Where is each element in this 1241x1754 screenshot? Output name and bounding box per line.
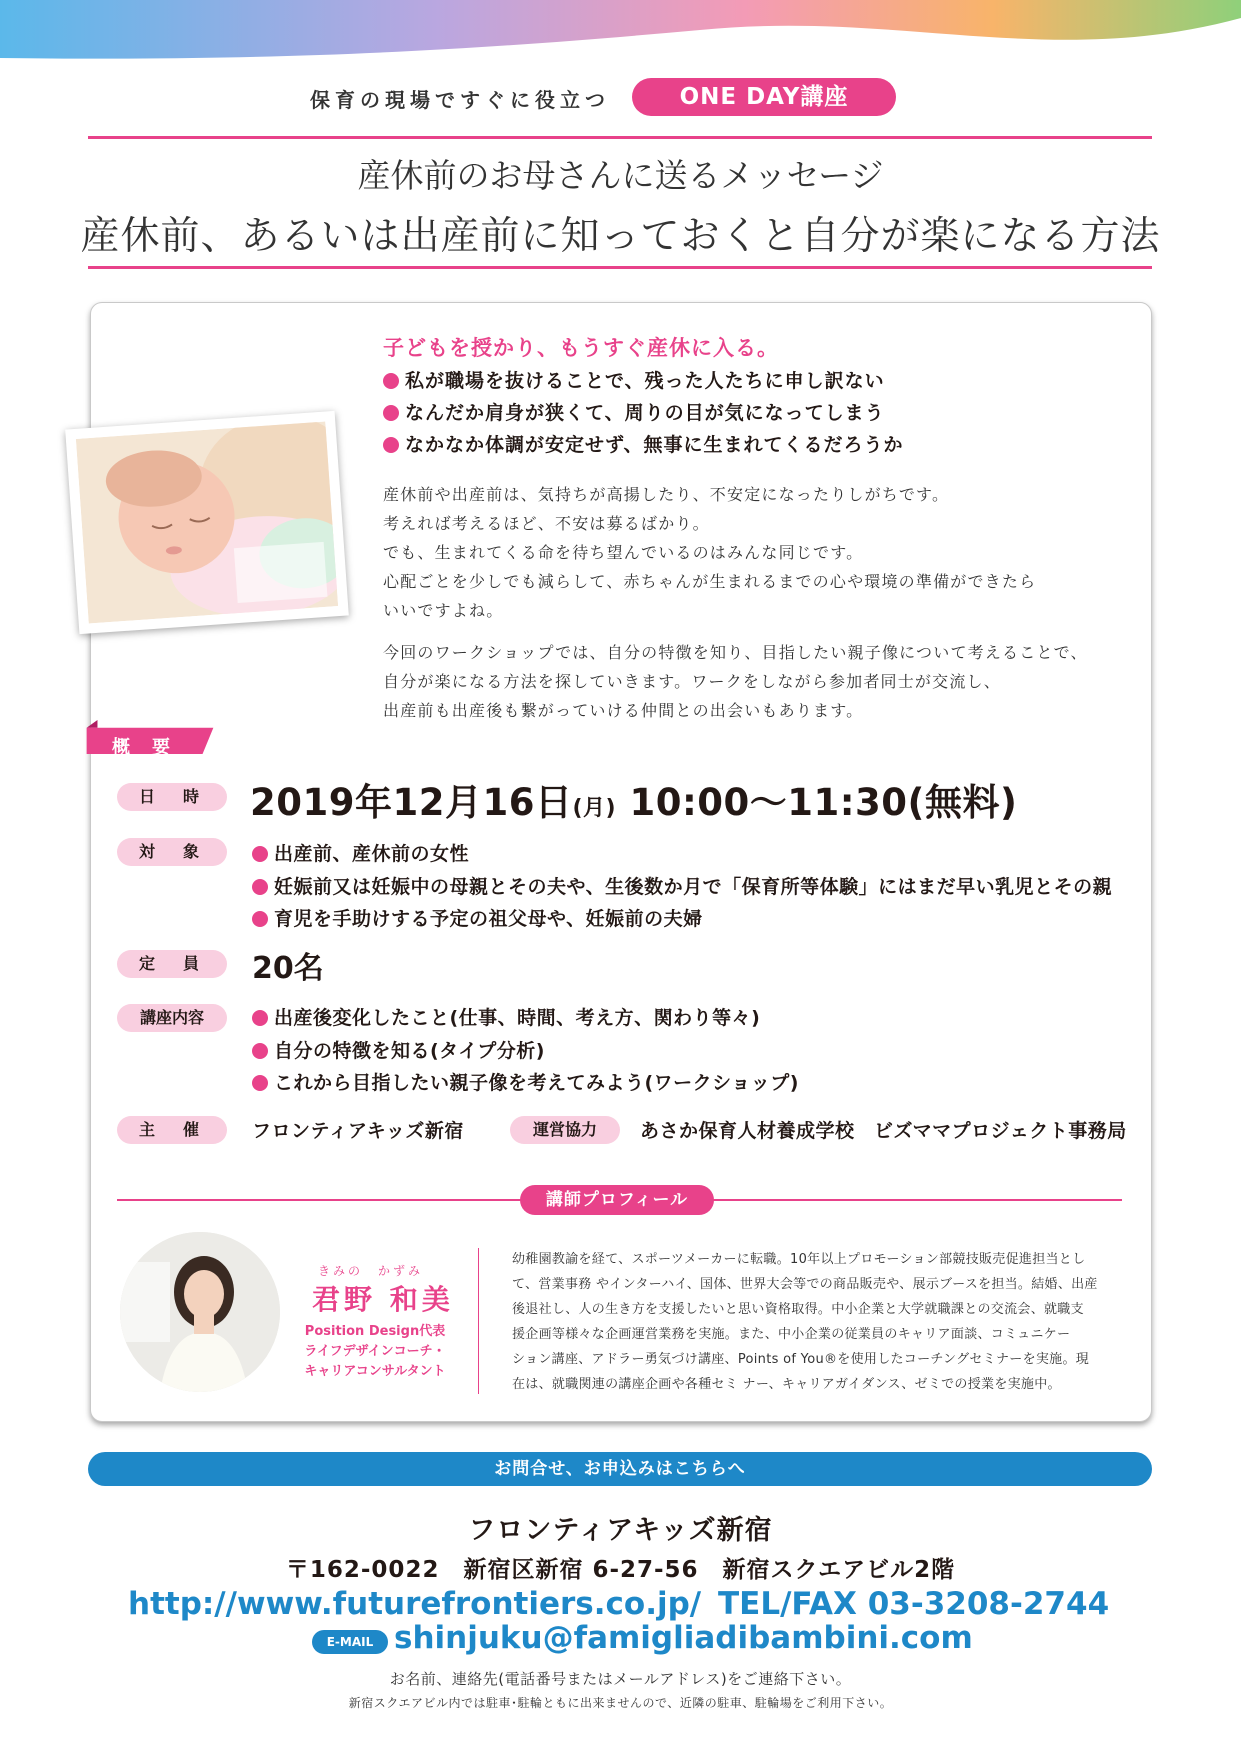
content-label: 講座内容 — [117, 1004, 227, 1032]
intro-text-line: でも、生まれてくる命を待ち望んでいるのはみんな同じです。 — [383, 543, 864, 562]
overview-section-label: 概 要 — [112, 737, 172, 758]
header-wave-decoration — [0, 0, 1241, 80]
bio-line: 在は、就職関連の講座企画や各種セミ ナー、キャリアガイダンス、ゼミでの授業を実施中。 — [512, 1377, 1061, 1392]
header-tagline: 保育の現場ですぐに役立つ — [310, 88, 610, 112]
instructor-portrait — [120, 1232, 280, 1392]
target-item: 妊娠前又は妊娠中の母親とその夫や、生後数か月で「保育所等体験」にはまだ早い乳児とその親 — [252, 872, 1112, 899]
contact-note: お名前、連絡先(電話番号またはメールアドレス)をご連絡下さい。 — [389, 1670, 852, 1688]
instructor-name: 君野 和美 — [312, 1283, 454, 1316]
instructor-title: ライフデザインコーチ・ — [304, 1344, 446, 1359]
bullet-icon — [383, 405, 399, 421]
baby-photo-frame — [65, 411, 349, 634]
bullet-icon — [252, 1010, 268, 1026]
bullet-icon — [383, 373, 399, 389]
target-item: 育児を手助けする予定の祖父母や、妊娠前の夫婦 — [252, 904, 703, 931]
content-item: これから目指したい親子像を考えてみよう(ワークショップ) — [252, 1068, 799, 1095]
page-title: 産休前、あるいは出産前に知っておくと自分が楽になる方法 — [80, 214, 1161, 259]
target-item: 出産前、産休前の女性 — [252, 839, 469, 866]
intro-text-line: 産休前や出産前は、気持ちが高揚したり、不安定になったりしがちです。 — [383, 485, 950, 504]
bio-line: ション講座、アドラー勇気づけ講座、Points of You®を使用したコーチングセミナーを実施。現 — [512, 1352, 1090, 1367]
instructor-title: Position Design代表 — [304, 1324, 446, 1339]
concern-item: 私が職場を抜けることで、残った人たちに申し訳ない — [383, 366, 885, 393]
contact-address: 〒162-0022 新宿区新宿 6-27-56 新宿スクエアビル2階 — [285, 1557, 956, 1583]
intro-text-line: 出産前も出産後も繋がっていける仲間との出会いもあります。 — [383, 701, 864, 720]
bullet-icon — [383, 437, 399, 453]
instructor-title: キャリアコンサルタント — [304, 1364, 446, 1379]
coop-label: 運営協力 — [510, 1116, 620, 1144]
parking-note: 新宿スクエアビル内では駐車･駐輪ともに出来ませんので、近隣の駐車、駐輪場をご利用下さい。 — [348, 1696, 893, 1710]
concern-item: なかなか体調が安定せず、無事に生まれてくるだろうか — [383, 430, 903, 457]
content-item: 自分の特徴を知る(タイプ分析) — [252, 1036, 545, 1063]
title-divider-bottom — [88, 266, 1152, 269]
contact-organization: フロンティアキッズ新宿 — [468, 1515, 773, 1546]
date-label: 日 時 — [117, 783, 227, 811]
intro-text-line: 考えれば考えるほど、不安は募るばかり。 — [383, 514, 710, 533]
bio-line: て、営業事務 やインターハイ、国体、世界大会等での商品販売や、展示ブースを担当。結婚、出産 — [512, 1277, 1098, 1292]
bullet-icon — [252, 1075, 268, 1091]
intro-text-line: 今回のワークショップでは、自分の特徴を知り、目指したい親子像について考えることで、 — [383, 643, 1088, 662]
email-link[interactable]: shinjuku@famigliadibambini.com — [394, 1620, 973, 1656]
profile-separator — [478, 1248, 479, 1394]
photo-sleeping-baby — [76, 422, 338, 624]
event-date: 2019年12月16日(月) 10:00〜11:30(無料) — [250, 781, 1018, 824]
bio-line: 後退社し、人の生き方を支援したいと思い資格取得。中小企業と大学就職課との交流会、就職支 — [512, 1302, 1084, 1317]
host-label: 主 催 — [117, 1116, 227, 1144]
bio-line: 援企画等様々な企画運営業務を実施。また、中小企業の従業員のキャリア面談、コミュニケー — [512, 1327, 1071, 1342]
tel-fax: TEL/FAX 03-3208-2744 — [718, 1586, 1110, 1622]
concern-item: なんだか肩身が狭くて、周りの目が気になってしまう — [383, 398, 885, 425]
intro-text-line: いいですよね。 — [383, 601, 504, 620]
host-value: フロンティアキッズ新宿 — [252, 1120, 464, 1142]
content-item: 出産後変化したこと(仕事、時間、考え方、関わり等々) — [252, 1003, 760, 1030]
bullet-icon — [252, 1043, 268, 1059]
contact-banner: お問合せ、お申込みはこちらへ — [88, 1452, 1152, 1486]
capacity-label: 定 員 — [117, 950, 227, 978]
bullet-icon — [252, 879, 268, 895]
target-label: 対 象 — [117, 838, 227, 866]
capacity-value: 20名 — [252, 951, 324, 986]
intro-text-line: 自分が楽になる方法を探していきます。ワークをしながら参加者同士が交流し、 — [383, 672, 1001, 691]
bio-line: 幼稚園教諭を経て、スポーツメーカーに転職。10年以上プロモーション部競技販売促進担当とし — [512, 1252, 1086, 1267]
instructor-name-ruby: きみの かずみ — [318, 1264, 424, 1278]
coop-value: あさか保育人材養成学校 ビズママプロジェクト事務局 — [640, 1120, 1127, 1142]
one-day-badge: ONE DAY講座 — [632, 78, 896, 116]
title-divider-top — [88, 136, 1152, 139]
page-subtitle: 産休前のお母さんに送るメッセージ — [357, 156, 884, 195]
email-badge: E-MAIL — [312, 1630, 388, 1654]
bullet-icon — [252, 846, 268, 862]
profile-section-label: 講師プロフィール — [520, 1185, 714, 1215]
website-link[interactable]: http://www.futurefrontiers.co.jp/ — [128, 1586, 702, 1622]
intro-text-line: 心配ごとを少しでも減らして、赤ちゃんが生まれるまでの心や環境の準備ができたら — [383, 572, 1037, 591]
bullet-icon — [252, 911, 268, 927]
intro-heading: 子どもを授かり、もうすぐ産休に入る。 — [383, 336, 779, 360]
